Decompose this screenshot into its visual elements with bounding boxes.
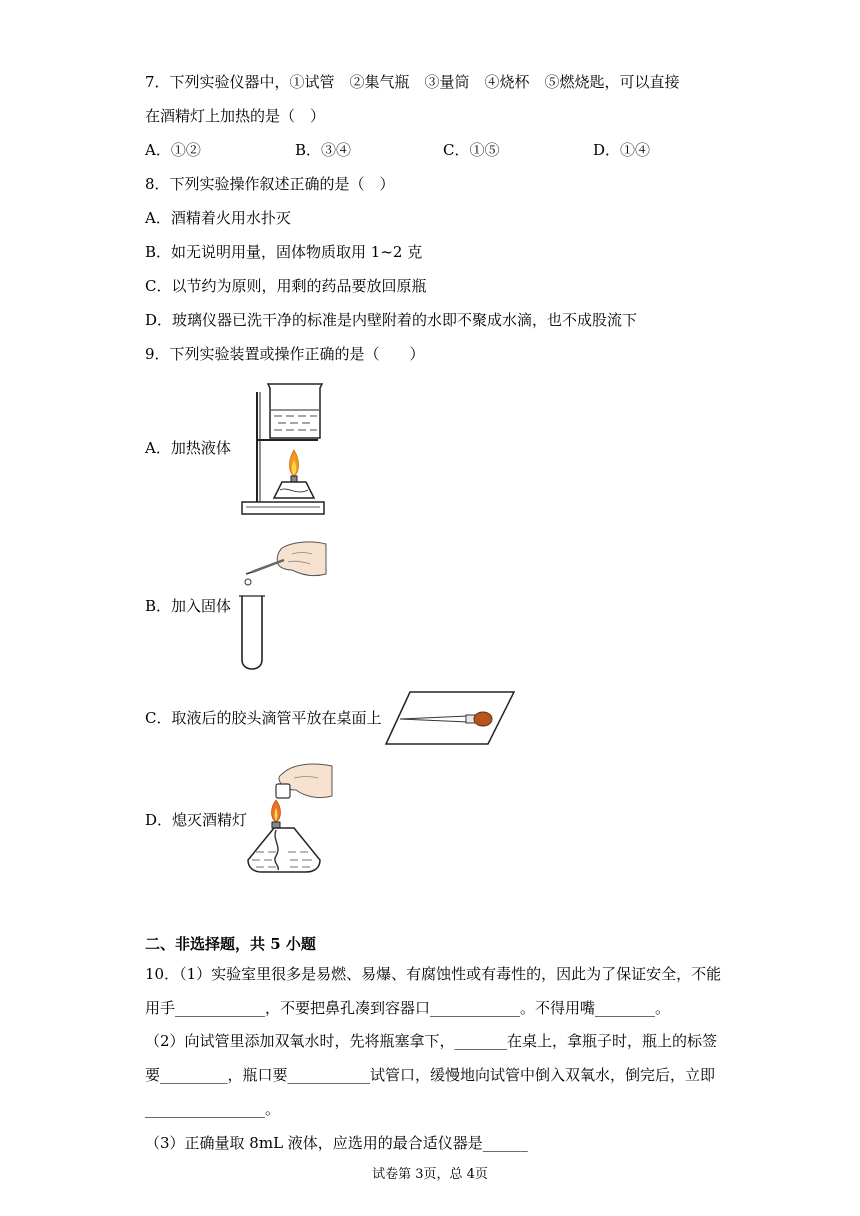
q8-option-a: A．酒精着火用水扑灭 <box>145 209 291 227</box>
dropper-lying-on-table-figure <box>384 688 516 748</box>
page-footer: 试卷第 3页，总 4页 <box>372 1167 488 1182</box>
q9-option-b-label: B．加入固体 <box>145 597 232 615</box>
q10-line6: （3）正确量取 8mL 液体，应选用的最合适仪器是______ <box>145 1134 528 1152</box>
q9-option-d-label: D．熄灭酒精灯 <box>145 811 248 829</box>
q8-option-c: C．以节约为原则，用剩的药品要放回原瓶 <box>145 277 427 295</box>
q10-line4: 要_________，瓶口要___________试管口，缓慢地向试管中倒入双氧水，倒完后，立即 <box>145 1066 716 1084</box>
q9-option-c-label: C．取液后的胶头滴管平放在桌面上 <box>145 709 382 727</box>
q10-line3: （2）向试管里添加双氧水时，先将瓶塞拿下，_______在桌上，拿瓶子时，瓶上的标签 <box>145 1032 718 1050</box>
hand-extinguishing-lamp-figure <box>242 760 334 876</box>
q10-line1: 10．（1）实验室里很多是易燃、易爆、有腐蚀性或有毒性的，因此为了保证安全，不能 <box>145 965 722 983</box>
q8-stem: 8．下列实验操作叙述正确的是（ ） <box>145 175 395 193</box>
q10-line5: ________________。 <box>145 1100 281 1118</box>
q7-stem-line2: 在酒精灯上加热的是（ ） <box>145 107 326 125</box>
beaker-on-alcohol-lamp-figure <box>238 380 328 520</box>
q7-option-c: C．①⑤ <box>443 141 500 159</box>
q10-line2: 用手____________，不要把鼻孔凑到容器口____________。不得用嘴________。 <box>145 999 671 1017</box>
hand-adding-solid-to-test-tube-figure <box>236 540 332 674</box>
q9-option-a-label: A．加热液体 <box>145 439 231 457</box>
q8-option-b: B．如无说明用量，固体物质取用 1~2 克 <box>145 243 423 261</box>
q7-option-d: D．①④ <box>593 141 651 159</box>
q7-option-b: B．③④ <box>295 141 352 159</box>
q8-option-d: D．玻璃仪器已洗干净的标准是内壁附着的水即不聚成水滴，也不成股流下 <box>145 311 638 329</box>
q7-option-a: A．①② <box>145 141 201 159</box>
q7-stem-line1: 7．下列实验仪器中，①试管 ②集气瓶 ③量筒 ④烧杯 ⑤燃烧匙，可以直接 <box>145 73 680 91</box>
section2-heading: 二、非选择题，共 5 小题 <box>145 935 316 953</box>
q9-stem: 9．下列实验装置或操作正确的是（ ） <box>145 345 425 363</box>
